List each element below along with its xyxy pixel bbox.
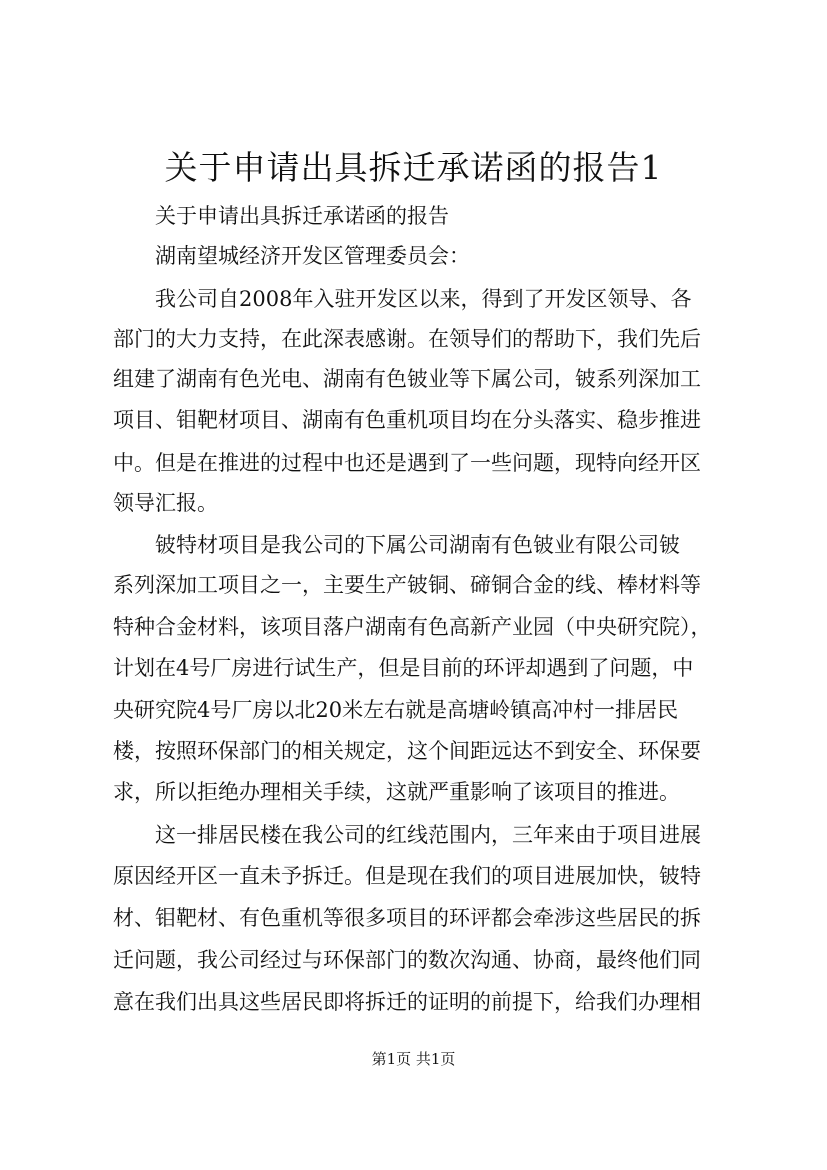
body-line: 特种合金材料，该项目落户湖南有色高新产业园（中央研究院）， <box>113 615 712 639</box>
body-line: 组建了湖南有色光电、湖南有色铍业等下属公司，铍系列深加工 <box>113 367 701 391</box>
body-line: 意在我们出具这些居民即将拆迁的证明的前提下，给我们办理相 <box>113 990 701 1014</box>
body-line: 中。但是在推进的过程中也还是遇到了一些问题，现特向经开区 <box>113 451 701 475</box>
page-footer: 第1页 共1页 <box>371 1050 456 1068</box>
subject-line: 关于申请出具拆迁承诺函的报告 <box>155 204 449 228</box>
body-line: 迁问题，我公司经过与环保部门的数次沟通、协商，最终他们同 <box>113 948 701 972</box>
body-line: 铍特材项目是我公司的下属公司湖南有色铍业有限公司铍 <box>155 533 680 557</box>
body-line: 计划在4号厂房进行试生产，但是目前的环评却遇到了问题，中 <box>113 656 694 680</box>
document-title: 关于申请出具拆迁承诺函的报告1 <box>164 148 663 187</box>
body-line: 领导汇报。 <box>113 491 218 515</box>
body-line: 项目、钼靶材项目、湖南有色重机项目均在分头落实、稳步推进 <box>113 408 701 432</box>
body-line: 求，所以拒绝办理相关手续，这就严重影响了该项目的推进。 <box>113 780 680 804</box>
body-line: 材、钼靶材、有色重机等很多项目的环评都会牵涉这些居民的拆 <box>113 906 701 930</box>
body-line: 楼，按照环保部门的相关规定，这个间距远达不到安全、环保要 <box>113 739 701 763</box>
body-line: 系列深加工项目之一，主要生产铍铜、碲铜合金的线、棒材料等 <box>113 573 701 597</box>
body-line: 这一排居民楼在我公司的红线范围内，三年来由于项目进展 <box>155 823 701 847</box>
addressee-line: 湖南望城经济开发区管理委员会： <box>155 244 470 268</box>
body-line: 我公司自2008年入驻开发区以来，得到了开发区领导、各 <box>155 287 692 311</box>
body-line: 原因经开区一直未予拆迁。但是现在我们的项目进展加快，铍特 <box>113 864 701 888</box>
body-line: 部门的大力支持，在此深表感谢。在领导们的帮助下，我们先后 <box>113 327 701 351</box>
body-line: 央研究院4号厂房以北20米左右就是高塘岭镇高冲村一排居民 <box>113 698 679 722</box>
